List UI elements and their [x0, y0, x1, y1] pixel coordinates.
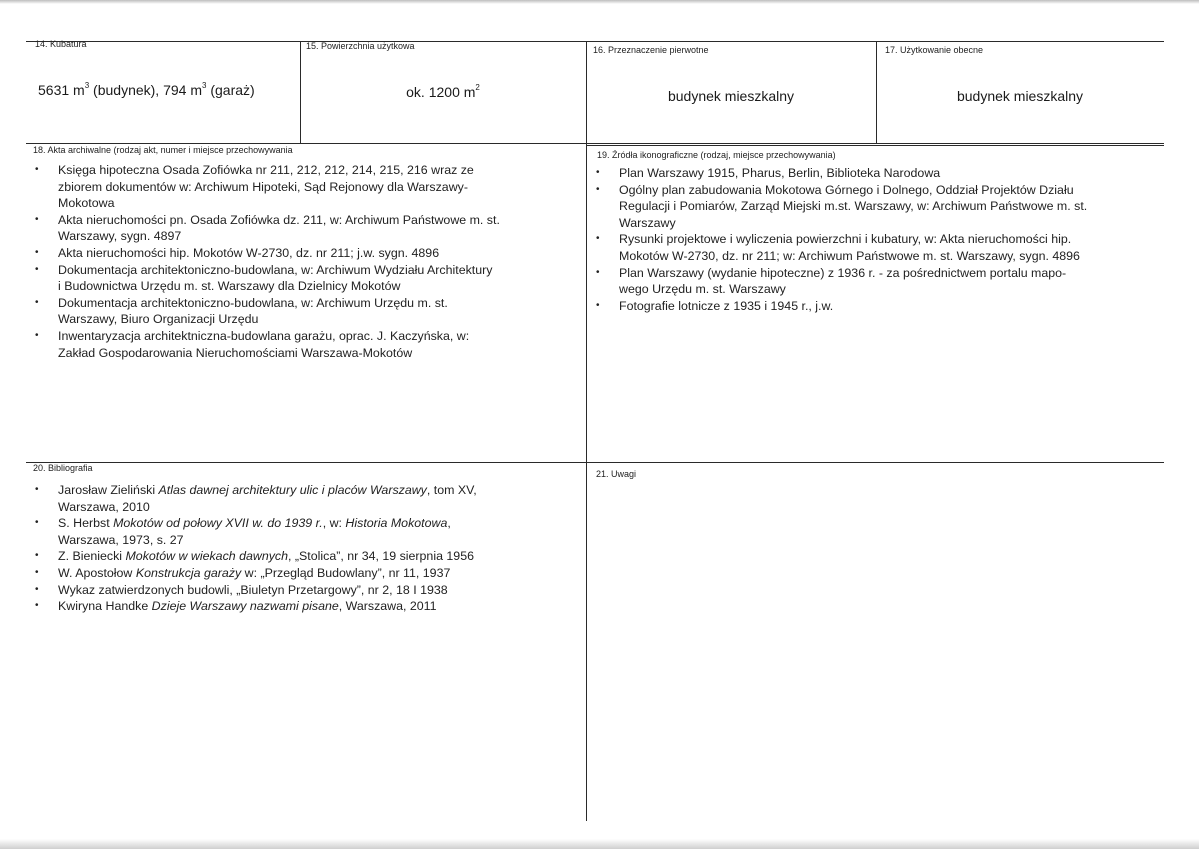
s20-label: 20. Bibliografia	[33, 463, 93, 473]
s19-label: 19. Źródła ikonograficzne (rodzaj, miejsce przechowywania)	[597, 150, 836, 160]
bibliography-title: Atlas dawnej architektury ulic i placów Warszawy	[158, 483, 427, 497]
iconographic-source-item	[594, 265, 1160, 298]
iconographic-source-item-line: Fotografie lotnicze z 1935 i 1945 r., j.w.	[619, 298, 834, 313]
bibliography-text: , „Stolica”, nr 34, 19 sierpnia 1956	[288, 549, 474, 564]
archive-record-item	[33, 245, 583, 262]
archive-record-item-line: Mokotowa	[58, 196, 115, 211]
bullet-icon: •	[35, 484, 39, 495]
bibliography-text: Wykaz zatwierdzonych budowli, „Biuletyn Przetargowy”, nr 2, 18 I 1938	[58, 582, 448, 597]
iconographic-source-item	[594, 231, 1160, 264]
bullet-icon: •	[35, 246, 39, 258]
iconographic-source-item-line: Plan Warszawy (wydanie hipoteczne) z 1936 r. - za pośrednictwem portalu mapo-	[619, 265, 1067, 280]
scan-bottom-edge	[0, 839, 1199, 849]
archive-record-item-line: Warszawy, sygn. 4897	[58, 229, 182, 244]
bibliography-text: , w:	[322, 516, 346, 531]
bullet-icon: •	[596, 167, 600, 178]
iconographic-source-item-line: Mokotów W-2730, dz. nr 211; w: Archiwum Państwowe m. st. Warszawy, sygn. 4896	[619, 248, 1080, 263]
bibliography-text: Z. Bieniecki	[58, 549, 126, 564]
bullet-icon: •	[35, 329, 39, 341]
bibliography-item	[33, 482, 583, 515]
iconographic-source-item-line: Warszawy	[619, 215, 676, 230]
s19-list	[594, 165, 1160, 314]
s17-value: budynek mieszkalny	[956, 88, 1084, 104]
iconographic-source-item-line: Regulacji i Pomiarów, Zarząd Miejski m.st. Warszawy, w: Archiwum Państwowe m. st.	[619, 199, 1088, 214]
s16-label: 16. Przeznaczenie pierwotne	[593, 45, 709, 55]
bibliography-title: Mokotów w wiekach dawnych	[125, 549, 289, 564]
bibliography-text: ,	[447, 516, 451, 531]
s14-label: 14. Kubatura	[35, 39, 87, 49]
bullet-icon: •	[35, 600, 39, 612]
bullet-icon: •	[35, 583, 39, 595]
row2-bottom-border	[26, 462, 1164, 463]
s15-label: 15. Powierzchnia użytkowa	[306, 41, 415, 51]
bibliography-item-line: Warszawa, 1973, s. 27	[58, 532, 184, 547]
bullet-icon: •	[35, 263, 39, 275]
bibliography-item	[33, 515, 583, 548]
bibliography-item-line: Warszawa, 2010	[58, 499, 150, 514]
bibliography-item	[33, 582, 583, 599]
iconographic-source-item-line: wego Urzędu m. st. Warszawy	[619, 282, 786, 297]
s20-list	[33, 482, 583, 615]
iconographic-source-item-line: Plan Warszawy 1915, Pharus, Berlin, Biblioteka Narodowa	[619, 166, 941, 180]
archive-record-item-line: Dokumentacja architektoniczno-budowlana, w: Archiwum Wydziału Architektury	[58, 262, 493, 277]
archive-record-item	[33, 295, 583, 328]
s19-top-rule	[586, 145, 1164, 146]
bibliography-text: Kwiryna Handke	[58, 599, 152, 614]
s21-label: 21. Uwagi	[596, 469, 637, 479]
bibliography-title: Historia Mokotowa	[345, 516, 448, 531]
archive-record-item-line: Warszawy, Biuro Organizacji Urzędu	[58, 312, 259, 327]
archive-record-item-line: Dokumentacja architektoniczno-budowlana, w: Archiwum Urzędu m. st.	[58, 295, 448, 310]
s17-label: 17. Użytkowanie obecne	[885, 45, 984, 55]
iconographic-source-item	[594, 165, 1160, 182]
bibliography-title: Dzieje Warszawy nazwami pisane	[151, 599, 339, 614]
bullet-icon: •	[596, 299, 600, 311]
bibliography-text: Jarosław Zieliński	[58, 483, 159, 497]
bibliography-item-line	[58, 515, 583, 532]
bibliography-item-line	[58, 548, 583, 565]
bullet-icon: •	[596, 233, 600, 245]
bibliography-item-line	[58, 582, 583, 599]
bullet-icon: •	[35, 517, 39, 529]
bibliography-title: Konstrukcja garaży	[135, 565, 242, 580]
scan-top-edge	[0, 0, 1199, 4]
bibliography-item-line	[58, 565, 583, 582]
iconographic-source-item	[594, 298, 1160, 315]
archive-record-item-line: Akta nieruchomości hip. Mokotów W-2730, dz. nr 211; j.w. sygn. 4896	[58, 245, 440, 260]
bibliography-item-line	[58, 482, 583, 499]
s18-label: 18. Akta archiwalne (rodzaj akt, numer i miejsce przechowywania	[33, 145, 293, 155]
archive-record-item-line: i Budownictwa Urzędu m. st. Warszawy dla Dzielnicy Mokotów	[58, 279, 401, 294]
bibliography-text: w: „Przegląd Budowlany”, nr 11, 1937	[241, 565, 451, 580]
row1-bottom-border	[26, 143, 1164, 144]
bibliography-text: , Warszawa, 2011	[338, 599, 437, 614]
bullet-icon: •	[35, 550, 39, 562]
bibliography-item	[33, 548, 583, 565]
bibliography-text: S. Herbst	[58, 516, 114, 531]
archive-record-item-line: Zakład Gospodarowania Nieruchomościami Warszawa-Mokotów	[58, 345, 413, 360]
bibliography-text: W. Apostołow	[58, 565, 136, 580]
row1-top-border	[26, 41, 1164, 42]
bibliography-item	[33, 565, 583, 582]
bibliography-text: , tom XV,	[426, 483, 477, 497]
bullet-icon: •	[35, 566, 39, 578]
s16-value: budynek mieszkalny	[667, 88, 795, 104]
archive-record-item-line: zbiorem dokumentów w: Archiwum Hipoteki, Sąd Rejonowy dla Warszawy-	[58, 179, 468, 194]
bibliography-item	[33, 598, 583, 615]
s14-value: 5631 $m^3$ (budynek), 794 $m^3$ (garaż)	[38, 81, 255, 98]
archive-record-item	[33, 262, 583, 295]
s18-list	[33, 162, 583, 361]
archive-record-item	[33, 162, 583, 212]
archive-record-item	[33, 328, 583, 361]
center-divider	[586, 41, 587, 821]
bullet-icon: •	[596, 266, 600, 278]
archive-record-item-line: Inwentaryzacja architektniczna-budowlana garażu, oprac. J. Kaczyńska, w:	[58, 328, 470, 343]
bullet-icon: •	[35, 296, 39, 308]
archive-record-item-line: Akta nieruchomości pn. Osada Zofiówka dz. 211, w: Archiwum Państwowe m. st.	[58, 212, 500, 227]
archive-record-item-line: Księga hipoteczna Osada Zofiówka nr 211, 212, 212, 214, 215, 216 wraz ze	[58, 163, 474, 177]
iconographic-source-item-line: Ogólny plan zabudowania Mokotowa Górnego i Dolnego, Oddział Projektów Działu	[619, 182, 1074, 197]
bullet-icon: •	[596, 183, 600, 195]
bullet-icon: •	[35, 164, 39, 175]
iconographic-source-item-line: Rysunki projektowe i wyliczenia powierzchni i kubatury, w: Akta nieruchomości hip.	[619, 232, 1072, 247]
bibliography-title: Mokotów od połowy XVII w. do 1939 r.	[113, 516, 323, 531]
bullet-icon: •	[35, 213, 39, 225]
s15-value: ok. 1200 $m^2$	[406, 83, 480, 100]
archive-record-item	[33, 212, 583, 245]
iconographic-source-item	[594, 182, 1160, 232]
bibliography-item-line	[58, 598, 583, 615]
